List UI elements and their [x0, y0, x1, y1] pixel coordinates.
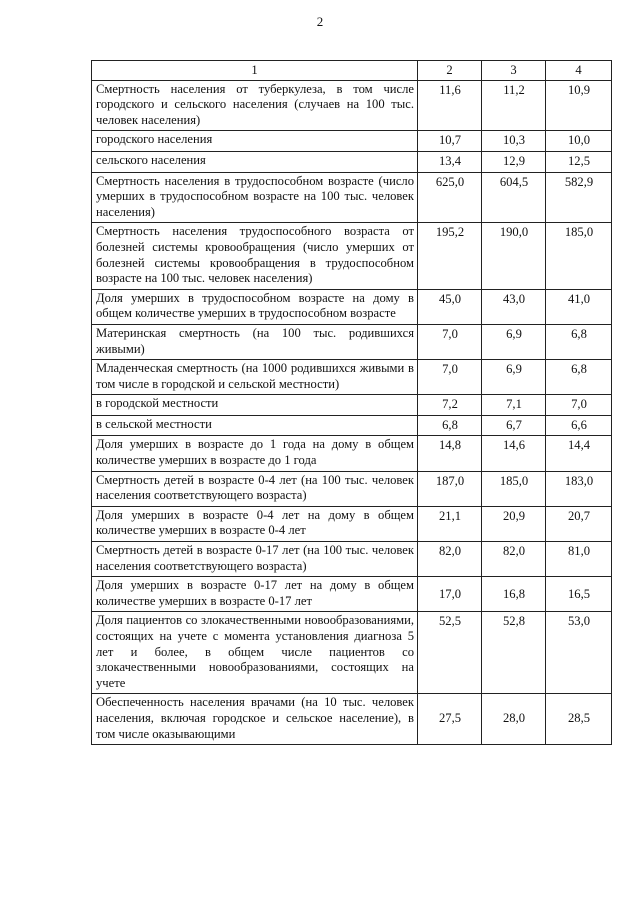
table-row: [92, 577, 612, 612]
indicator-label: Смертность населения от туберкулеза, в том числе городского и сельского населения (случаев на 100 тыс. человек населения): [92, 80, 418, 131]
indicator-value: 27,5: [418, 694, 482, 745]
indicator-label: Смертность населения в трудоспособном возрасте (число умерших в трудоспособном возрасте на 100 тыс. человек населения): [92, 172, 418, 223]
indicator-label: Доля умерших в возрасте 0-17 лет на дому в общем количестве умерших в возрасте 0-17 лет: [92, 577, 418, 612]
indicator-label: Материнская смертность (на 100 тыс. родившихся живыми): [92, 324, 418, 359]
indicator-value: 82,0: [482, 542, 546, 577]
indicator-value: 81,0: [546, 542, 612, 577]
indicator-value: 10,3: [482, 131, 546, 152]
indicators-table: [91, 60, 612, 745]
indicator-label: в городской местности: [92, 395, 418, 416]
indicator-value: 604,5: [482, 172, 546, 223]
table-row: [92, 289, 612, 324]
indicator-value: 10,9: [546, 80, 612, 131]
indicator-label: сельского населения: [92, 151, 418, 172]
indicator-value: 195,2: [418, 223, 482, 289]
indicator-label: Доля пациентов со злокачественными новообразованиями, состоящих на учете с момента установления диагноза 5 лет и более, в общем числе пациентов со злокачественными новообразованиями, состоящих на учете: [92, 612, 418, 694]
table-row: [92, 436, 612, 471]
indicator-value: 13,4: [418, 151, 482, 172]
indicator-value: 10,0: [546, 131, 612, 152]
indicator-value: 6,9: [482, 324, 546, 359]
table-row: [92, 172, 612, 223]
column-header: 4: [546, 61, 612, 81]
indicator-value: 41,0: [546, 289, 612, 324]
indicator-value: 625,0: [418, 172, 482, 223]
indicator-value: 185,0: [546, 223, 612, 289]
indicator-label: в сельской местности: [92, 415, 418, 436]
table-row: [92, 324, 612, 359]
table-row: [92, 80, 612, 131]
table-row: [92, 542, 612, 577]
table-row: [92, 612, 612, 694]
indicator-value: 52,8: [482, 612, 546, 694]
indicator-value: 14,4: [546, 436, 612, 471]
table-row: [92, 360, 612, 395]
indicator-value: 52,5: [418, 612, 482, 694]
indicator-value: 10,7: [418, 131, 482, 152]
indicator-value: 12,5: [546, 151, 612, 172]
indicator-value: 6,9: [482, 360, 546, 395]
indicator-value: 28,5: [546, 694, 612, 745]
indicator-value: 28,0: [482, 694, 546, 745]
indicator-value: 14,8: [418, 436, 482, 471]
indicator-value: 7,0: [546, 395, 612, 416]
indicator-label: Доля умерших в возрасте до 1 года на дому в общем количестве умерших в возрасте до 1 года: [92, 436, 418, 471]
table-row: [92, 223, 612, 289]
indicator-value: 20,9: [482, 506, 546, 541]
indicator-value: 53,0: [546, 612, 612, 694]
column-header: 1: [92, 61, 418, 81]
indicator-label: Младенческая смертность (на 1000 родившихся живыми в том числе в городской и сельской местности): [92, 360, 418, 395]
indicator-value: 582,9: [546, 172, 612, 223]
indicator-value: 11,2: [482, 80, 546, 131]
indicator-value: 187,0: [418, 471, 482, 506]
indicator-value: 185,0: [482, 471, 546, 506]
table-row: [92, 694, 612, 745]
indicator-value: 6,8: [418, 415, 482, 436]
indicator-value: 6,8: [546, 324, 612, 359]
indicator-value: 6,7: [482, 415, 546, 436]
indicator-label: Смертность населения трудоспособного возраста от болезней системы кровообращения (число умерших от болезней системы кровообращения в трудоспособном возрасте на 100 тыс. человек населения): [92, 223, 418, 289]
indicator-value: 17,0: [418, 577, 482, 612]
table-row: [92, 471, 612, 506]
indicator-label: Смертность детей в возрасте 0-17 лет (на 100 тыс. человек населения соответствующего возраста): [92, 542, 418, 577]
indicator-value: 16,8: [482, 577, 546, 612]
indicator-label: Доля умерших в трудоспособном возрасте на дому в общем количестве умерших в трудоспособном возрасте: [92, 289, 418, 324]
indicator-value: 7,1: [482, 395, 546, 416]
indicator-value: 190,0: [482, 223, 546, 289]
indicator-value: 21,1: [418, 506, 482, 541]
indicator-value: 43,0: [482, 289, 546, 324]
table-row: [92, 506, 612, 541]
table-row: [92, 131, 612, 152]
indicator-value: 7,2: [418, 395, 482, 416]
indicator-value: 45,0: [418, 289, 482, 324]
table-header-row: [92, 61, 612, 81]
indicator-value: 82,0: [418, 542, 482, 577]
column-header: 3: [482, 61, 546, 81]
table-row: [92, 151, 612, 172]
indicator-value: 14,6: [482, 436, 546, 471]
indicator-label: городского населения: [92, 131, 418, 152]
page-number: 2: [316, 14, 324, 29]
indicator-value: 12,9: [482, 151, 546, 172]
indicator-label: Смертность детей в возрасте 0-4 лет (на 100 тыс. человек населения соответствующего возраста): [92, 471, 418, 506]
indicator-value: 16,5: [546, 577, 612, 612]
column-header: 2: [418, 61, 482, 81]
indicator-value: 6,8: [546, 360, 612, 395]
indicator-label: Обеспеченность населения врачами (на 10 тыс. человек населения, включая городское и сельское население), в том числе оказывающими: [92, 694, 418, 745]
indicator-value: 11,6: [418, 80, 482, 131]
indicator-value: 7,0: [418, 324, 482, 359]
table-row: [92, 395, 612, 416]
indicator-value: 183,0: [546, 471, 612, 506]
table-row: [92, 415, 612, 436]
indicator-value: 7,0: [418, 360, 482, 395]
indicator-label: Доля умерших в возрасте 0-4 лет на дому в общем количестве умерших в возрасте 0-4 лет: [92, 506, 418, 541]
indicator-value: 6,6: [546, 415, 612, 436]
indicator-value: 20,7: [546, 506, 612, 541]
